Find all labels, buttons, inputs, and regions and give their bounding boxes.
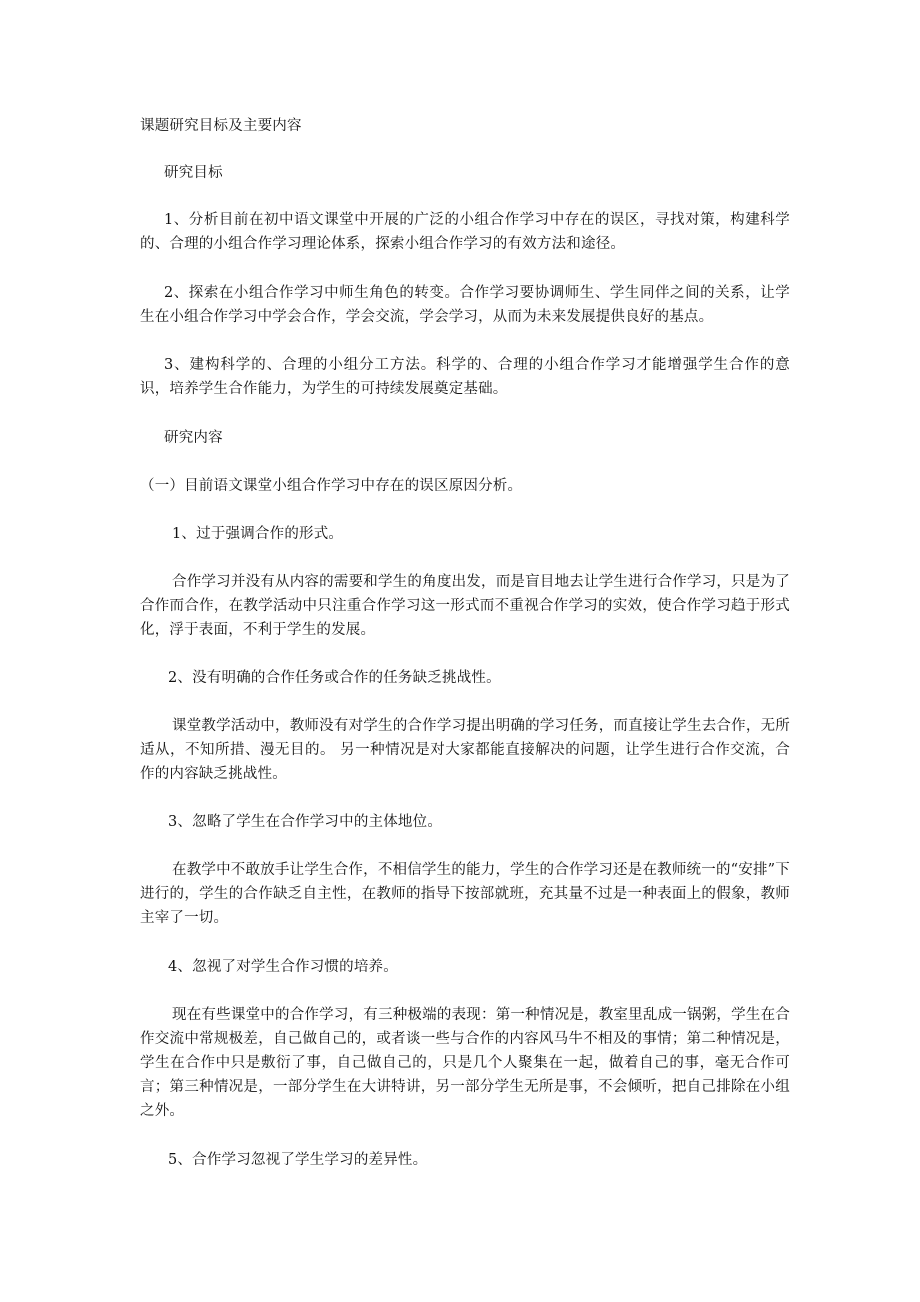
goal-paragraph-3: 3、建构科学的、合理的小组分工方法。科学的、合理的小组合作学习才能增强学生合作的意识，培养学生合作能力，为学生的可持续发展奠定基础。 (140, 357, 790, 397)
item-2-body: 课堂教学活动中，教师没有对学生的合作学习提出明确的学习任务，而直接让学生去合作，无所适从，不知所措、漫无目的。 另一种情况是对大家都能直接解决的问题，让学生进行合作交流，合作的内容缺乏挑战性。 (140, 718, 790, 782)
goal-paragraph-2: 2、探索在小组合作学习中师生角色的转变。合作学习要协调师生、学生同伴之间的关系，让学生在小组合作学习中学会合作，学会交流，学会学习，从而为未来发展提供良好的基点。 (140, 285, 790, 325)
item-3-heading: 3、忽略了学生在合作学习中的主体地位。 (168, 814, 443, 830)
item-2-heading: 2、没有明确的合作任务或合作的任务缺乏挑战性。 (168, 670, 501, 686)
goal-paragraph-1: 1、分析目前在初中语文课堂中开展的广泛的小组合作学习中存在的误区，寻找对策，构建科学的、合理的小组合作学习理论体系，探索小组合作学习的有效方法和途径。 (140, 212, 790, 252)
item-3-body: 在教学中不敢放手让学生合作，不相信学生的能力，学生的合作学习还是在教师统一的“安排”下进行的，学生的合作缺乏自主性，在教师的指导下按部就班，充其量不过是一种表面上的假象，教师主宰了一切。 (140, 862, 790, 926)
item-5-heading: 5、合作学习忽视了学生学习的差异性。 (168, 1152, 428, 1168)
item-1-heading: 1、过于强调合作的形式。 (172, 526, 344, 542)
content-heading: 研究内容 (164, 430, 223, 446)
item-4-body: 现在有些课堂中的合作学习，有三种极端的表现：第一种情况是，教室里乱成一锅粥，学生在合作交流中常规极差，自己做自己的，或者谈一些与合作的内容风马牛不相及的事情；第二种情况是，学生在合作中只是敷衍了事，自己做自己的，只是几个人聚集在一起，做着自己的事，毫无合作可言；第三种情况是，一部分学生在大讲特讲，另一部分学生无所是事，不会倾听，把自己排除在小组之外。 (140, 1007, 790, 1119)
goals-heading: 研究目标 (164, 165, 223, 181)
document-title: 课题研究目标及主要内容 (140, 118, 302, 134)
item-1-body: 合作学习并没有从内容的需要和学生的角度出发，而是盲目地去让学生进行合作学习，只是为了合作而合作，在教学活动中只注重合作学习这一形式而不重视合作学习的实效，使合作学习趋于形式化，浮于表面，不利于学生的发展。 (140, 574, 790, 638)
item-4-heading: 4、忽视了对学生合作习惯的培养。 (168, 959, 398, 975)
section-1-heading: （一）目前语文课堂小组合作学习中存在的误区原因分析。 (140, 478, 523, 494)
